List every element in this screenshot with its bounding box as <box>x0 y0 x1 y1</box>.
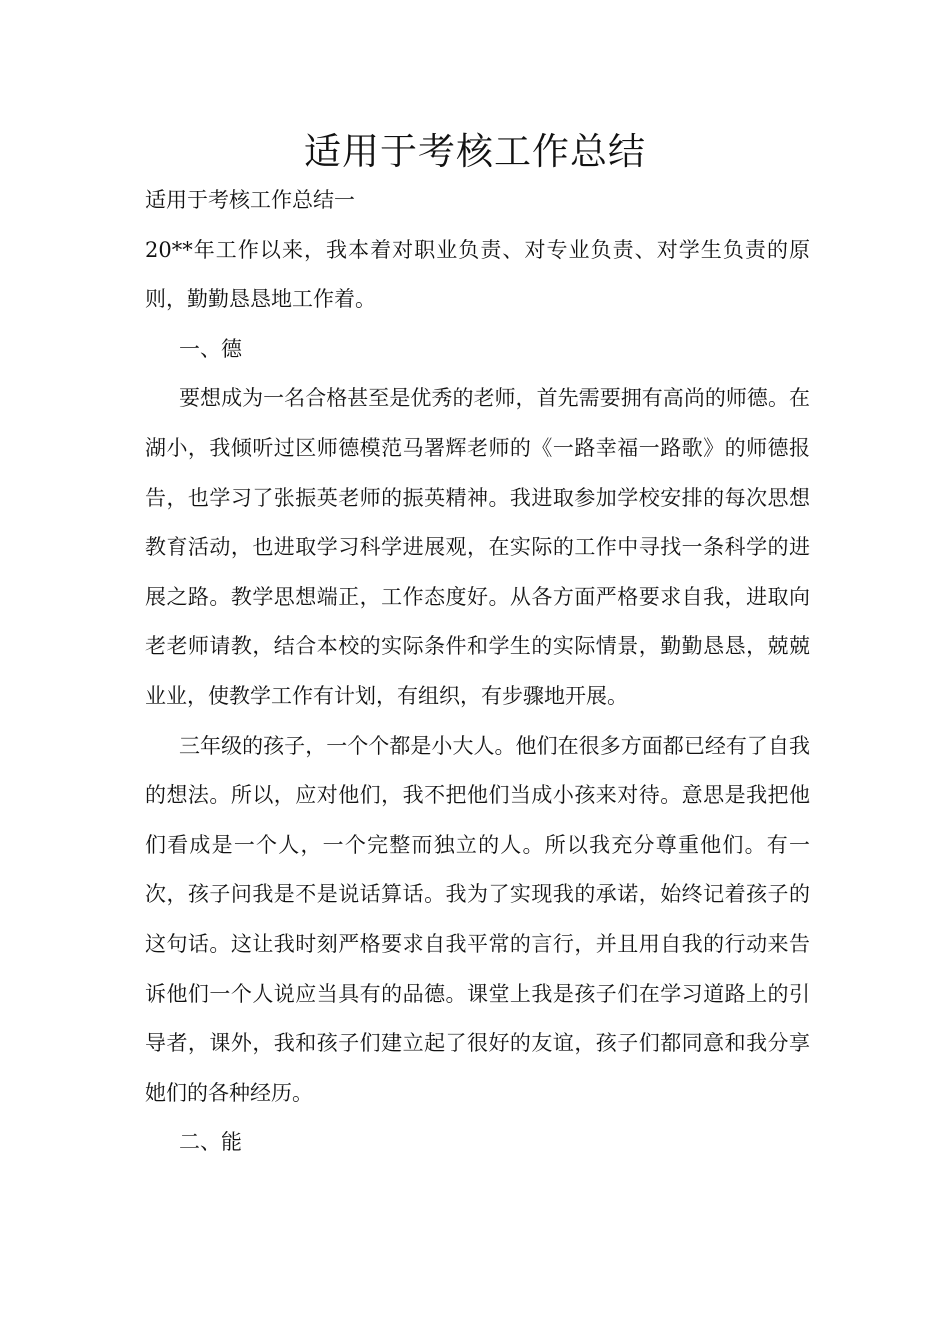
section-heading-neng: 二、能 <box>179 1130 242 1155</box>
document-body <box>145 176 810 1168</box>
paragraph-de-2: 三年级的孩子，一个个都是小大人。他们在很多方面都已经有了自我的想法。所以，应对他们，我不把他们当成小孩来对待。意思是我把他们看成是一个人，一个完整而独立的人。所以我充分尊重他们。有一次，孩子问我是不是说话算话。我为了实现我的承诺，始终记着孩子的这句话。这让我时刻严格要求自我平常的言行，并且用自我的行动来告诉他们一个人说应当具有的品德。课堂上我是孩子们在学习道路上的引导者，课外，我和孩子们建立起了很好的友谊，孩子们都同意和我分享她们的各种经历。 <box>145 733 810 1105</box>
paragraph-de-1: 要想成为一名合格甚至是优秀的老师，首先需要拥有高尚的师德。在湖小，我倾听过区师德模范马署辉老师的《一路幸福一路歌》的师德报告，也学习了张振英老师的振英精神。我进取参加学校安排的每次思想教育活动，也进取学习科学进展观，在实际的工作中寻找一条科学的进展之路。教学思想端正，工作态度好。从各方面严格要求自我，进取向老老师请教，结合本校的实际条件和学生的实际情景，勤勤恳恳，兢兢业业，使教学工作有计划，有组织，有步骤地开展。 <box>145 386 810 708</box>
document-subtitle: 适用于考核工作总结一 <box>145 188 355 212</box>
document-title: 适用于考核工作总结 <box>304 130 646 173</box>
paragraph-intro: 20**年工作以来，我本着对职业负责、对专业负责、对学生负责的原则，勤勤恳恳地工作着。 <box>145 237 810 312</box>
section-heading-de: 一、德 <box>179 336 242 361</box>
